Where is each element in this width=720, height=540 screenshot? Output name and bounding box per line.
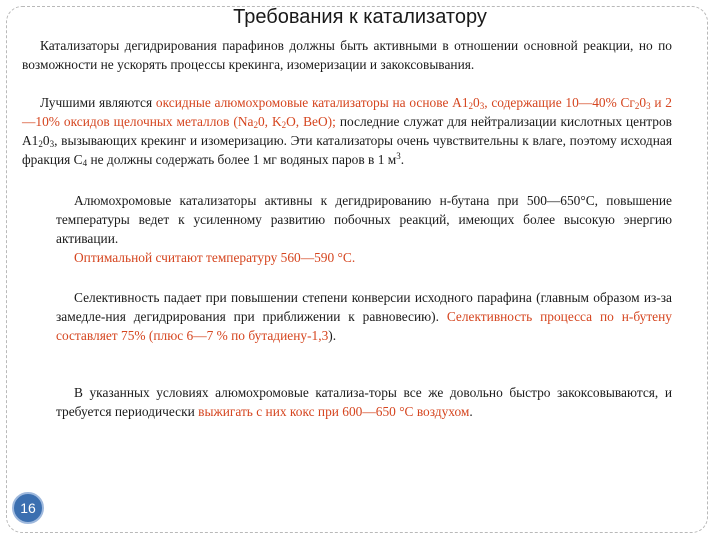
paragraph-best-catalysts [22, 93, 672, 169]
selectivity-value-text: Селективность процесса по н-бутену составляет 75% (плюс 6—7 % по бутадиену-1,3 [56, 309, 672, 343]
paragraph-requirements-text: Катализаторы дегидрирования парафинов должны быть активными в отношении основной реакции, но по возможности не ускорять процессы крекинга, изомеризации и закоксовывания. [22, 38, 672, 72]
selectivity-text: Селективность падает при повышении степени конверсии исходного парафина (главным образом из-за замедле-ния дегидрирования при приближении к равновесию). [56, 290, 672, 324]
paragraph-selectivity [56, 288, 672, 345]
coke-burnoff-text: выжигать с них кокс при 600—650 °С воздухом [198, 404, 470, 419]
best-catalysts-intro: Лучшими являются [40, 95, 156, 110]
selectivity-tail: ). [328, 328, 337, 343]
slide-title: Требования к катализатору [233, 6, 487, 28]
page-number-badge: 16 [12, 492, 44, 524]
paragraph-activity [56, 191, 672, 267]
activity-text: Алюмохромовые катализаторы активны к дегидрированию н-бутана при 500—650°С, повышение температуры ведет к усиленному развитию побочных реакций, имеющих более высокую энергию активации. [56, 193, 672, 246]
paragraph-coking [56, 383, 672, 421]
coking-text: В указанных условиях алюмохромовые катализа-торы все же довольно быстро закоксовываются, и требуется периодически [56, 385, 672, 419]
slide-frame [6, 6, 708, 533]
coking-tail: . [469, 404, 473, 419]
best-catalysts-rest: последние служат для нейтрализации кислотных центров $А1_20_3$, вызывающих крекинг и изомеризацию. Эти катализаторы очень чувствительны к влаге, поэтому исходная фракция $С_4$ не должны содержать более 1 мг водяных паров в 1 $м^3$. [22, 114, 673, 168]
paragraph-requirements [22, 36, 672, 74]
catalyst-composition-highlight: оксидные алюмохромовые катализаторы на основе $А1_20_3$, содержащие 10—40% $Сг_20_3$ и 2—10% оксидов щелочных металлов ($Na_20$, $K_2O$, BeO); [22, 95, 672, 130]
optimal-temperature-text: Оптимальной считают температуру 560—590 °С. [74, 250, 356, 265]
